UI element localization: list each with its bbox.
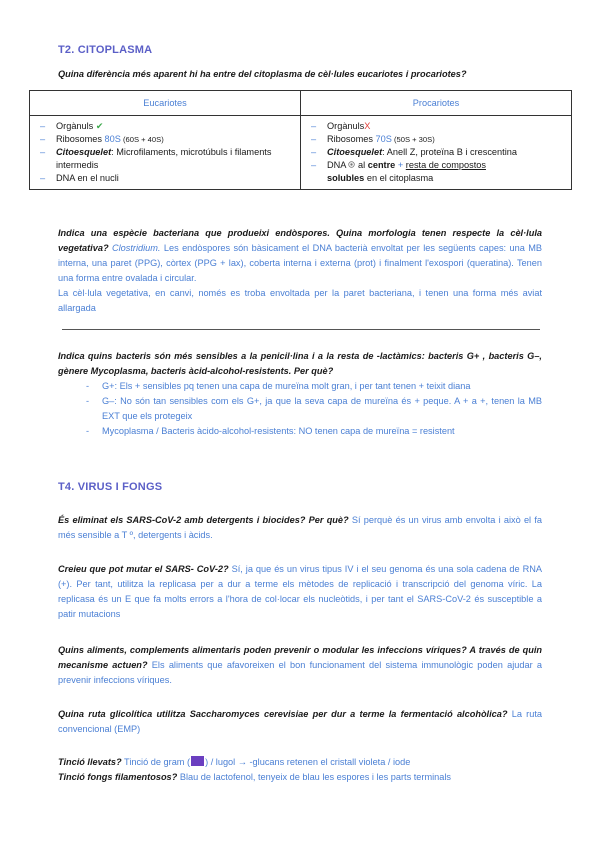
section-title-t2: T2. CITOPLASMA <box>58 44 153 56</box>
list-item: – Citoesquelet: Microfilaments, microtúbuls i filaments intermedis <box>40 147 272 170</box>
col-header-procariotes: Procariotes <box>301 91 572 116</box>
question-cytoplasm: Quina diferència més aparent hi ha entre del citoplasma de cèl·lules eucariotes i procariotes? <box>58 69 467 79</box>
list-item: - Mycoplasma / Bacteris àcido-alcohol-resistents: NO tenen capa de mureïna = resistent <box>86 426 455 436</box>
answer-block-endospores: Indica una espècie bacteriana que produeixi endòspores. Quina morfologia tenen respecte la cèl·lula vegetativa? Clostridium. Les endòspores són bàsicament el DNA bacterià envoltat per les següents capes: una MB interna, una paret (PPG), còrtex (PPG + lax), coberta interna i externa (prot) i finalment l'exospori (queratina). Tenen una forma entre ovalada i circular. La cèl·lula vegetativa, en canvi, només es troba envoltada per la paret bacteriana, i tenen una forma més aviat allargada <box>58 228 542 313</box>
list-item: - G+: Els + sensibles pq tenen una capa de mureïna molt gran, i per tant tenen + teixit diana <box>86 381 471 391</box>
answer-block-sars-mutation: Creieu que pot mutar el SARS- CoV-2? Sí, ja que és un virus tipus IV i el seu genoma és una sola cadena de RNA (+). Per tant, utilitza la replicasa per a dur a terme els mètodes de replicació i transcripció del genoma víric. La replicasa és un E que fa molts errors a l'hora de col·locar els nucleòtids, i per tant el SARS-CoV-2 és susceptible a patir mutacions <box>58 564 542 619</box>
list-item: - G–: No són tan sensibles com els G+, ja que la seva capa de mureïna és + peque. A + a +, tenen la MB EXT que els protegeix <box>86 396 542 421</box>
answer-block-glycolysis: Quina ruta glicolítica utilitza Saccharomyces cerevisiae per dur a terme la fermentació alcohòlica? La ruta convencional (EMP) <box>58 709 542 734</box>
list-item: – DNA en el nucli <box>40 173 119 183</box>
list-item: – Ribosomes 80S (60S + 40S) <box>40 134 164 144</box>
violet-swatch-icon <box>191 756 204 766</box>
list-item: – Orgànuls ✔ <box>40 121 104 131</box>
section-title-t4: T4. VIRUS I FONGS <box>58 481 163 493</box>
cell-procariotes <box>301 116 572 190</box>
answer-block-penicillin: Indica quins bacteris són més sensibles a la penicil·lina i a la resta de -lactàmics: bacteris G+ , bacteris G–, gènere Mycoplasma, bacteris àcid-alcohol-resistents. Per què? - G+: Els + sensibles pq tenen una capa de mureïna molt gran, i per tant tenen + teixit diana - G–: No són tan sensibles com els G+, ja que la seva capa de mureïna és + peque. A + a +, tenen la MB EXT que els protegeix - Mycoplasma / Bacteris àcido-alcohol-resistents: NO tenen capa de mureïna = resistent <box>58 349 542 439</box>
list-item: – OrgànulsX <box>311 121 371 131</box>
cell-eucariotes <box>30 116 301 190</box>
col-header-eucariotes: Eucariotes <box>30 91 301 116</box>
comparison-table <box>29 90 572 190</box>
list-item: – Ribosomes 70S (50S + 30S) <box>311 134 435 144</box>
divider <box>62 329 540 330</box>
list-item: – DNA al centre + resta de compostos solubles en el citoplasma <box>311 160 486 183</box>
answer-block-stains: Tinció llevats? Tinció de gram ( ) / lugol → -glucans retenen el cristall violeta / iode Tinció fongs filamentosos? Blau de lactofenol, tenyeix de blau les espores i les parts terminals <box>58 757 452 782</box>
list-item: – Citoesquelet: Anell Z, proteïna B i crescentina <box>311 147 517 157</box>
answer-block-foods: Quins aliments, complements alimentaris poden prevenir o modular les infeccions víriques? A través de quin mecanisme actuen? Els aliments que afavoreixen el bon funcionament del sistema immunològic poden ajudar a prevenir infeccions víriques. <box>58 645 542 685</box>
answer-block-sars-detergents: És eliminat els SARS-CoV-2 amb detergents i biocides? Per què? Sí perquè és un virus amb envolta i això el fa més sensible a T º, detergents i àcids. <box>58 515 542 540</box>
check-icon: ✔ <box>95 121 104 131</box>
cross-icon: X <box>364 121 371 131</box>
